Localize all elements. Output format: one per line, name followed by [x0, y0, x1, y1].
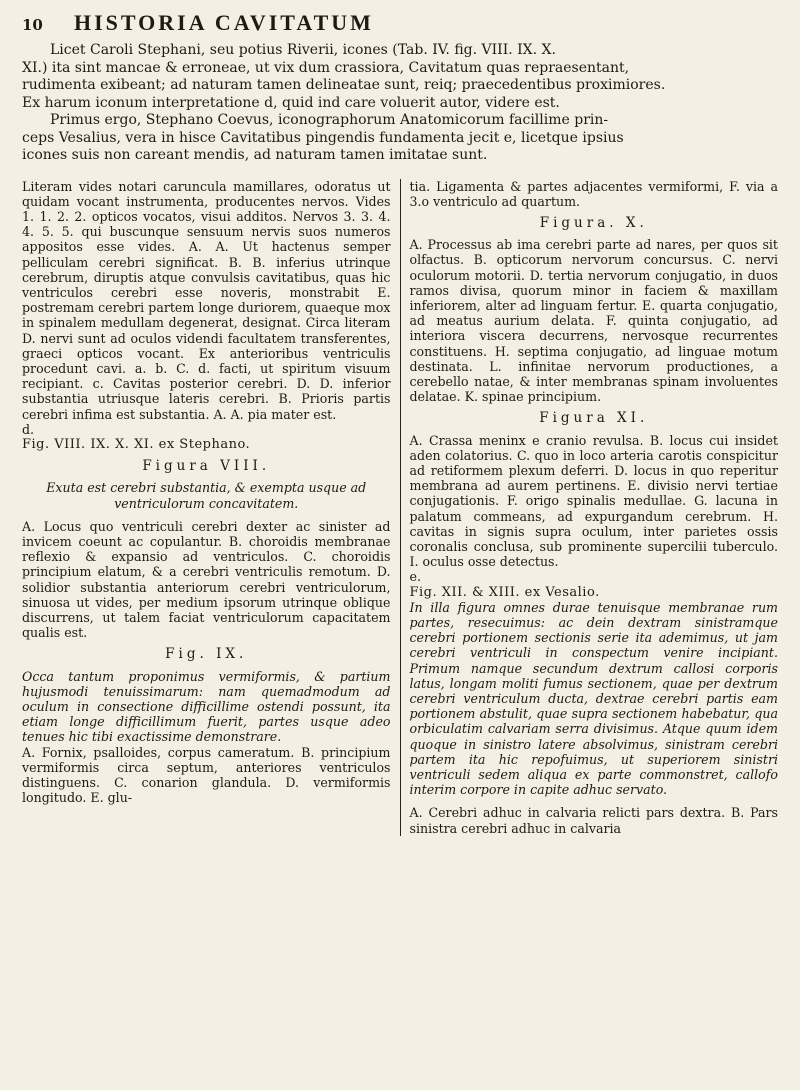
figura-ix-heading: Fig. IX. — [165, 646, 248, 663]
figura-ix-text: A. Fornix, psalloides, corpus cameratum. B. principium vermiformis circa septum, anteriores ventriculos distinguens. C. conarion glandula. D. vermiformis longitudo. E. glu- — [22, 744, 391, 806]
intro-line: rudimenta exibeant; ad naturam tamen delineatae sunt, reiq; praecedentibus proximiores. — [22, 77, 666, 93]
vesalius-italic-text: In illa figura omnes durae tenuisque membranae rum partes, resecuimus: ac dein dextram sinistramque cerebri portionem sectionis serie ita ademimus, ut jam cerebri ventriculi in conspectum venire incipiant. Primum namque secundum dextrum callosi corporis latus, longam moliti fumus sectionem, quae per dextrum cerebri ventriculum ducta, dextrae cerebri partis eam portionem abstulit, quae supra sectionem habebatur, qua orbiculatim calvariam serra divisimus. Atque quum idem quoque in sinistro latere absolvimus, sinistram cerebri partem ita hic repofuimus, ut superiorem sinistri ventriculi sedem aliqua ex parte commonstret, callofo interim corpore in capite adhuc servato. — [409, 599, 778, 798]
figura-x-heading: Figura. X. — [539, 214, 648, 231]
figura-viii-text: A. Locus quo ventriculi cerebri dexter ac sinister ad invicem coeunt ac copulantur. B. choroidis membranae reflexio & expansio ad ventriculos. C. choroidis principium elatum, & a cerebri ventriculis remotum. D. solidior substantia anteriorum cerebri ventriculorum, sinuosa ut vides, per medium ipsorum utrinque oblique discurrens, ut talem faciat ventriculorum capacitatem qualis est. — [22, 518, 391, 641]
page-header — [22, 10, 778, 40]
right-column — [410, 179, 779, 836]
figure-caption-stephano: Fig. VIII. IX. X. XI. ex Stephano. — [22, 436, 251, 452]
figura-xi-text: A. Crassa meninx e cranio revulsa. B. locus cui insidet aden colatorius. C. quo in loco arteria carotis conspicitur ad retiformem plexum deferri. D. locus in quo reperitur membrana ad aurem pertinens. E. divisio nervi tertiae conjugationis. F. origo spinalis medullae. G. lacuna in palatum commeans, ad expurgandum cerebrum. H. cavitas in signis supra oculum, inter parietes ossis coronalis conclusa, sub prominente supercilii tuberculo. I. oculus osse detectus. — [409, 432, 778, 570]
footnote-letter-d: d. — [22, 421, 35, 437]
running-title: HISTORIA CAVITATUM — [74, 10, 374, 35]
intro-line: XI.) ita sint mancae & erroneae, ut vix dum crassiora, Cavitatum quas repraesentant, — [22, 59, 630, 76]
intro-paragraph — [22, 42, 778, 165]
footnote-letter-e: e. — [409, 569, 421, 585]
figura-xi-heading: Figura XI. — [539, 410, 649, 427]
intro-line: Primus ergo, Stephano Coevus, iconographorum Anatomicorum facillime prin- — [50, 112, 609, 128]
intro-line: Ex harum iconum interpretatione d, quid ind care voluerit autor, videre est. — [22, 94, 560, 111]
intro-line: icones suis non careant mendis, ad naturam tamen imitatae sunt. — [22, 147, 488, 163]
figura-x-text: A. Processus ab ima cerebri parte ad nares, per quos sit olfactus. B. opticorum nervorum concursus. C. nervi oculorum motorii. D. tertia nervorum conjugatio, in duos ramos divisa, quorum minor in faciem & maxillam inferiorem, alter ad linguam fertur. E. quarta conjugatio, ad meatus aurium delata. F. quinta conjugatio, ad interiora viscera decurrens, nervosque recurrentes constituens. H. septima conjugatio, ad linguae motum destinata. L. infinitae nervorum productiones, a cerebello natae, & inter membranas spinam involuentes delatae. K. spinae principium. — [409, 237, 778, 405]
intro-line: Licet Caroli Stephani, seu potius Riverii, icones (Tab. IV. fig. VIII. IX. X. — [50, 42, 556, 58]
column-divider — [400, 179, 401, 836]
intro-line: ceps Vesalius, vera in hisce Cavitatibus pingendis fundamenta jecit e, licetque ipsius — [22, 129, 624, 146]
left-column — [22, 179, 391, 836]
figura-ix-subtitle: Occa tantum proponimus vermiformis, & partium hujusmodi tenuissimarum: nam quemadmodum ad oculum in consectione difficillime ostendi possunt, ita etiam longe difficillimum fuerit, partes usque adeo tenues hic tibi exactissime demonstrare. — [22, 668, 391, 745]
figura-viii-subtitle: Exuta est cerebri substantia, & exempta usque ad ventriculorum concavitatem. — [46, 480, 367, 511]
figure-caption-vesalio: Fig. XII. & XIII. ex Vesalio. — [409, 584, 600, 600]
page-number: 10 — [22, 16, 43, 34]
caruncula-paragraph: Literam vides notari caruncula mamillares, odoratus ut quidam vocant instrumenta, producentes nervos. Vides 1. 1. 2. 2. opticos vocatos, visui additos. Nervos 3. 3. 4. 4. 5. 5. qui buscunque sensuum nervis suos numeros appositos esse vides. A. A. Ut hactenus semper pelliculam cerebri significat. B. B. inferius utrinque cerebrum, diruptis atque convulsis cavitatibus, quas hic ventriculos cerebri esse noveris, monstrabit E. postremam cerebri partem longe duriorem, quaeque mox in spinalem medullam degenerat, designat. Circa literam D. nervi sunt ad oculos videndi facultatem transferentes, graeci opticos vocant. Ex anterioribus ventriculis procedunt cavi. a. b. C. d. facti, ut spiritum visuum recipiant. c. Cavitas posterior cerebri. D. D. inferior substantia utriusque lateris cerebri. B. Prioris partis cerebri infima est substantia. A. A. pia mater est. — [22, 178, 391, 422]
ligamenta-paragraph: tia. Ligamenta & partes adjacentes vermiformi, F. via a 3.o ventriculo ad quartum. — [409, 178, 778, 209]
two-column-body — [22, 179, 778, 836]
cerebri-paragraph: A. Cerebri adhuc in calvaria relicti pars dextra. B. Pars sinistra cerebri adhuc in calvaria — [409, 805, 778, 836]
figura-viii-heading: Figura VIII. — [142, 458, 271, 475]
